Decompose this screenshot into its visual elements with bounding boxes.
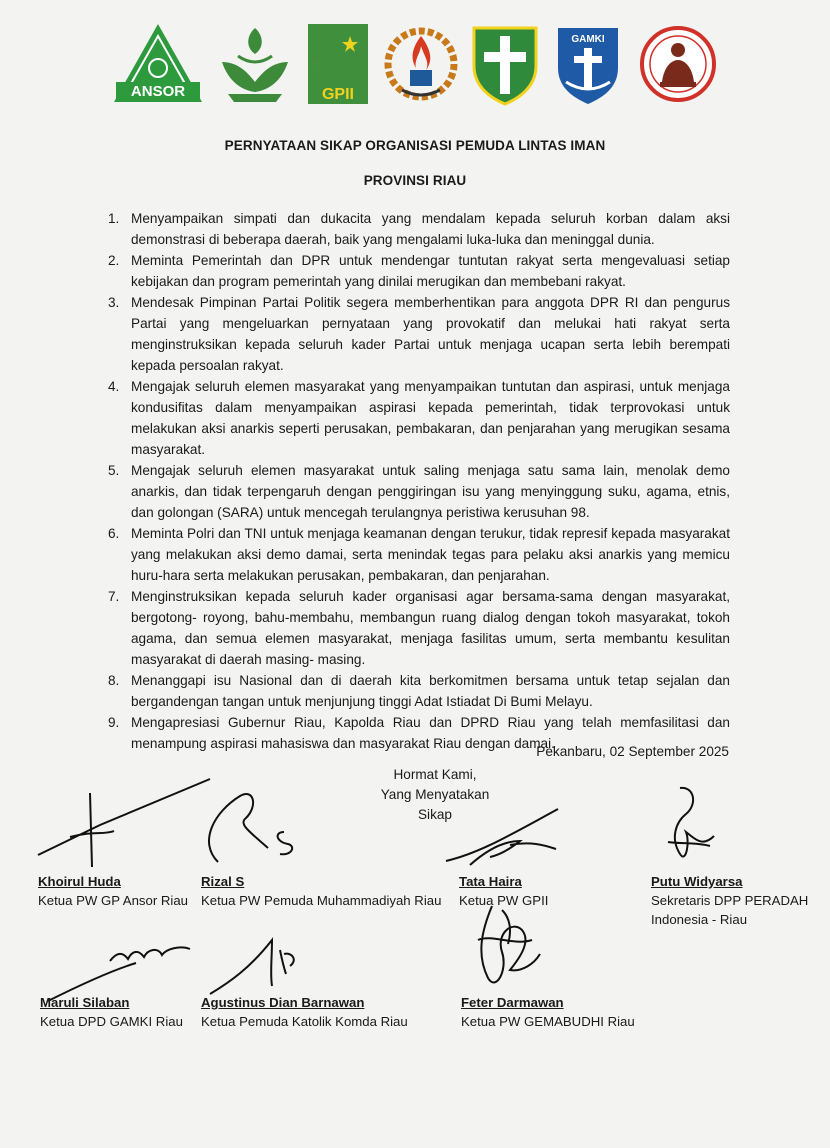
item-number: 3. <box>108 295 120 310</box>
item-number: 8. <box>108 673 120 688</box>
signatory-role: Ketua DPD GAMKI Riau <box>40 1014 183 1029</box>
list-item <box>108 250 730 292</box>
closing-greeting: Hormat Kami, <box>393 767 477 782</box>
signatory-name: Tata Haira <box>459 874 522 889</box>
item-text: Mengajak seluruh elemen masyarakat yang menyampaikan tuntutan dan aspirasi, untuk menjaga kondusifitas dalam menyampaikan aspirasi kepada pemerintah, tidak terprovokasi untuk melakukan aksi anarkis seperti perusakan, pembakaran, dan penjarahan yang merugikan sesama masyarakat. <box>131 379 730 457</box>
pemuda-katolik-logo <box>470 22 540 106</box>
item-number: 2. <box>108 253 120 268</box>
signatory-role: Ketua PW GP Ansor Riau <box>38 893 189 908</box>
signature-putu-widyarsa <box>650 782 730 872</box>
signatory-block <box>201 993 408 1031</box>
signature-agustinus-dian-barnawan <box>200 930 320 1000</box>
item-number: 1. <box>108 211 120 226</box>
signatory-role: Ketua Pemuda Katolik Komda Riau <box>201 1014 408 1029</box>
signatory-name: Feter Darmawan <box>461 995 564 1010</box>
gpii-logo-text: GPII <box>321 86 355 103</box>
item-text: Menginstruksikan kepada seluruh kader organisasi agar bersama-sama dengan masyarakat, bergotong- royong, bahu-membahu, membangun ruang dialog dengan tokoh masyarakat, tokoh agama, dan semua elemen masyarakat, menjaga fasilitas umum, serta membantu kesulitan masyarakat di daerah masing- masing. <box>131 589 730 667</box>
item-number: 5. <box>108 463 120 478</box>
signatory-name: Khoirul Huda <box>38 874 121 889</box>
signatory-block <box>461 993 635 1031</box>
list-item <box>108 670 730 712</box>
pemuda-muhammadiyah-logo <box>216 22 294 106</box>
gpii-ring-logo <box>384 22 458 106</box>
signatory-role: Ketua PW GEMABUDHI Riau <box>461 1014 635 1029</box>
ansor-logo-text: ANSOR <box>130 83 186 100</box>
list-item <box>108 208 730 250</box>
gamki-logo <box>554 22 622 106</box>
signatory-role-continued: Indonesia - Riau <box>651 912 748 927</box>
closing-statement: Yang Menyatakan Sikap <box>380 787 490 822</box>
gpii-logo <box>306 22 370 106</box>
item-text: Menyampaikan simpati dan dukacita yang mendalam kepada seluruh korban dalam aksi demonstrasi di beberapa daerah, baik yang mengalami luka-luka dan meninggal dunia. <box>131 211 730 247</box>
signatory-name: Putu Widyarsa <box>651 874 743 889</box>
signatory-block <box>651 872 808 929</box>
item-text: Menanggapi isu Nasional dan di daerah kita berkomitmen bersama untuk tetap sejalan dan bergandengan tangan untuk menjunjung tinggi Adat Istiadat Di Bumi Melayu. <box>131 673 730 709</box>
signatory-name: Rizal S <box>201 874 245 889</box>
signatory-name: Maruli Silaban <box>40 995 130 1010</box>
statement-list <box>108 208 730 754</box>
signatory-block <box>201 872 441 910</box>
signatory-role: Ketua PW Pemuda Muhammadiyah Riau <box>201 893 442 908</box>
signatory-role: Sekretaris DPP PERADAH <box>651 893 809 908</box>
logo-row <box>112 22 722 114</box>
page-subtitle: PROVINSI RIAU <box>363 173 467 188</box>
item-number: 7. <box>108 589 120 604</box>
item-text: Mendesak Pimpinan Partai Politik segera memberhentikan para anggota DPR RI dan pengurus Partai yang mengeluarkan pernyataan yang provokatif dan melukai hati rakyat serta menginstruksikan kepada seluruh kader Partai untuk menjaga ucapan serta lebih berempati kepada persoalan rakyat. <box>131 295 730 373</box>
page-title: PERNYATAAN SIKAP ORGANISASI PEMUDA LINTAS IMAN <box>224 138 606 153</box>
signatory-block <box>459 872 548 910</box>
list-item <box>108 523 730 586</box>
item-number: 4. <box>108 379 120 394</box>
list-item <box>108 292 730 376</box>
item-text: Meminta Pemerintah dan DPR untuk mendengar tuntutan rakyat serta mengevaluasi setiap kebijakan dan program pemerintah yang dinilai merugikan dan membebani rakyat. <box>131 253 730 289</box>
place-date: Pekanbaru, 02 September 2025 <box>536 744 729 759</box>
list-item <box>108 376 730 460</box>
signature-feter-darmawan <box>462 900 552 995</box>
signatory-role: Ketua PW GPII <box>459 893 549 908</box>
signature-tata-haira <box>440 805 570 875</box>
item-text: Mengajak seluruh elemen masyarakat untuk saling menjaga satu sama lain, menolak demo anarkis, dan tidak terpengaruh dengan penggiringan isu yang menyinggung suku, agama, etnis, dan golongan (SARA) untuk mencegah terulangnya peristiwa kerusuhan 98. <box>131 463 730 520</box>
list-item <box>108 586 730 670</box>
item-number: 6. <box>108 526 120 541</box>
signatory-block <box>40 993 183 1031</box>
list-item <box>108 460 730 523</box>
item-number: 9. <box>108 715 120 730</box>
item-text: Mengapresiasi Gubernur Riau, Kapolda Riau dan DPRD Riau yang telah memfasilitasi dan menampung aspirasi mahasiswa dan masyarakat Riau dengan damai. <box>131 715 730 751</box>
gemabudhi-logo <box>638 22 718 106</box>
ansor-logo <box>112 22 204 106</box>
gamki-logo-text: GAMKI <box>571 34 605 45</box>
signatory-block <box>38 872 188 910</box>
item-text: Meminta Polri dan TNI untuk menjaga keamanan dengan terukur, tidak represif kepada masyarakat yang melakukan aksi demo damai, serta menindak tegas para pelaku aksi anarkis yang memicu huru-hara serta melakukan perusakan, pembakaran, dan penjarahan. <box>131 526 730 583</box>
signature-rizal-s <box>188 782 318 872</box>
signatory-name: Agustinus Dian Barnawan <box>201 995 365 1010</box>
